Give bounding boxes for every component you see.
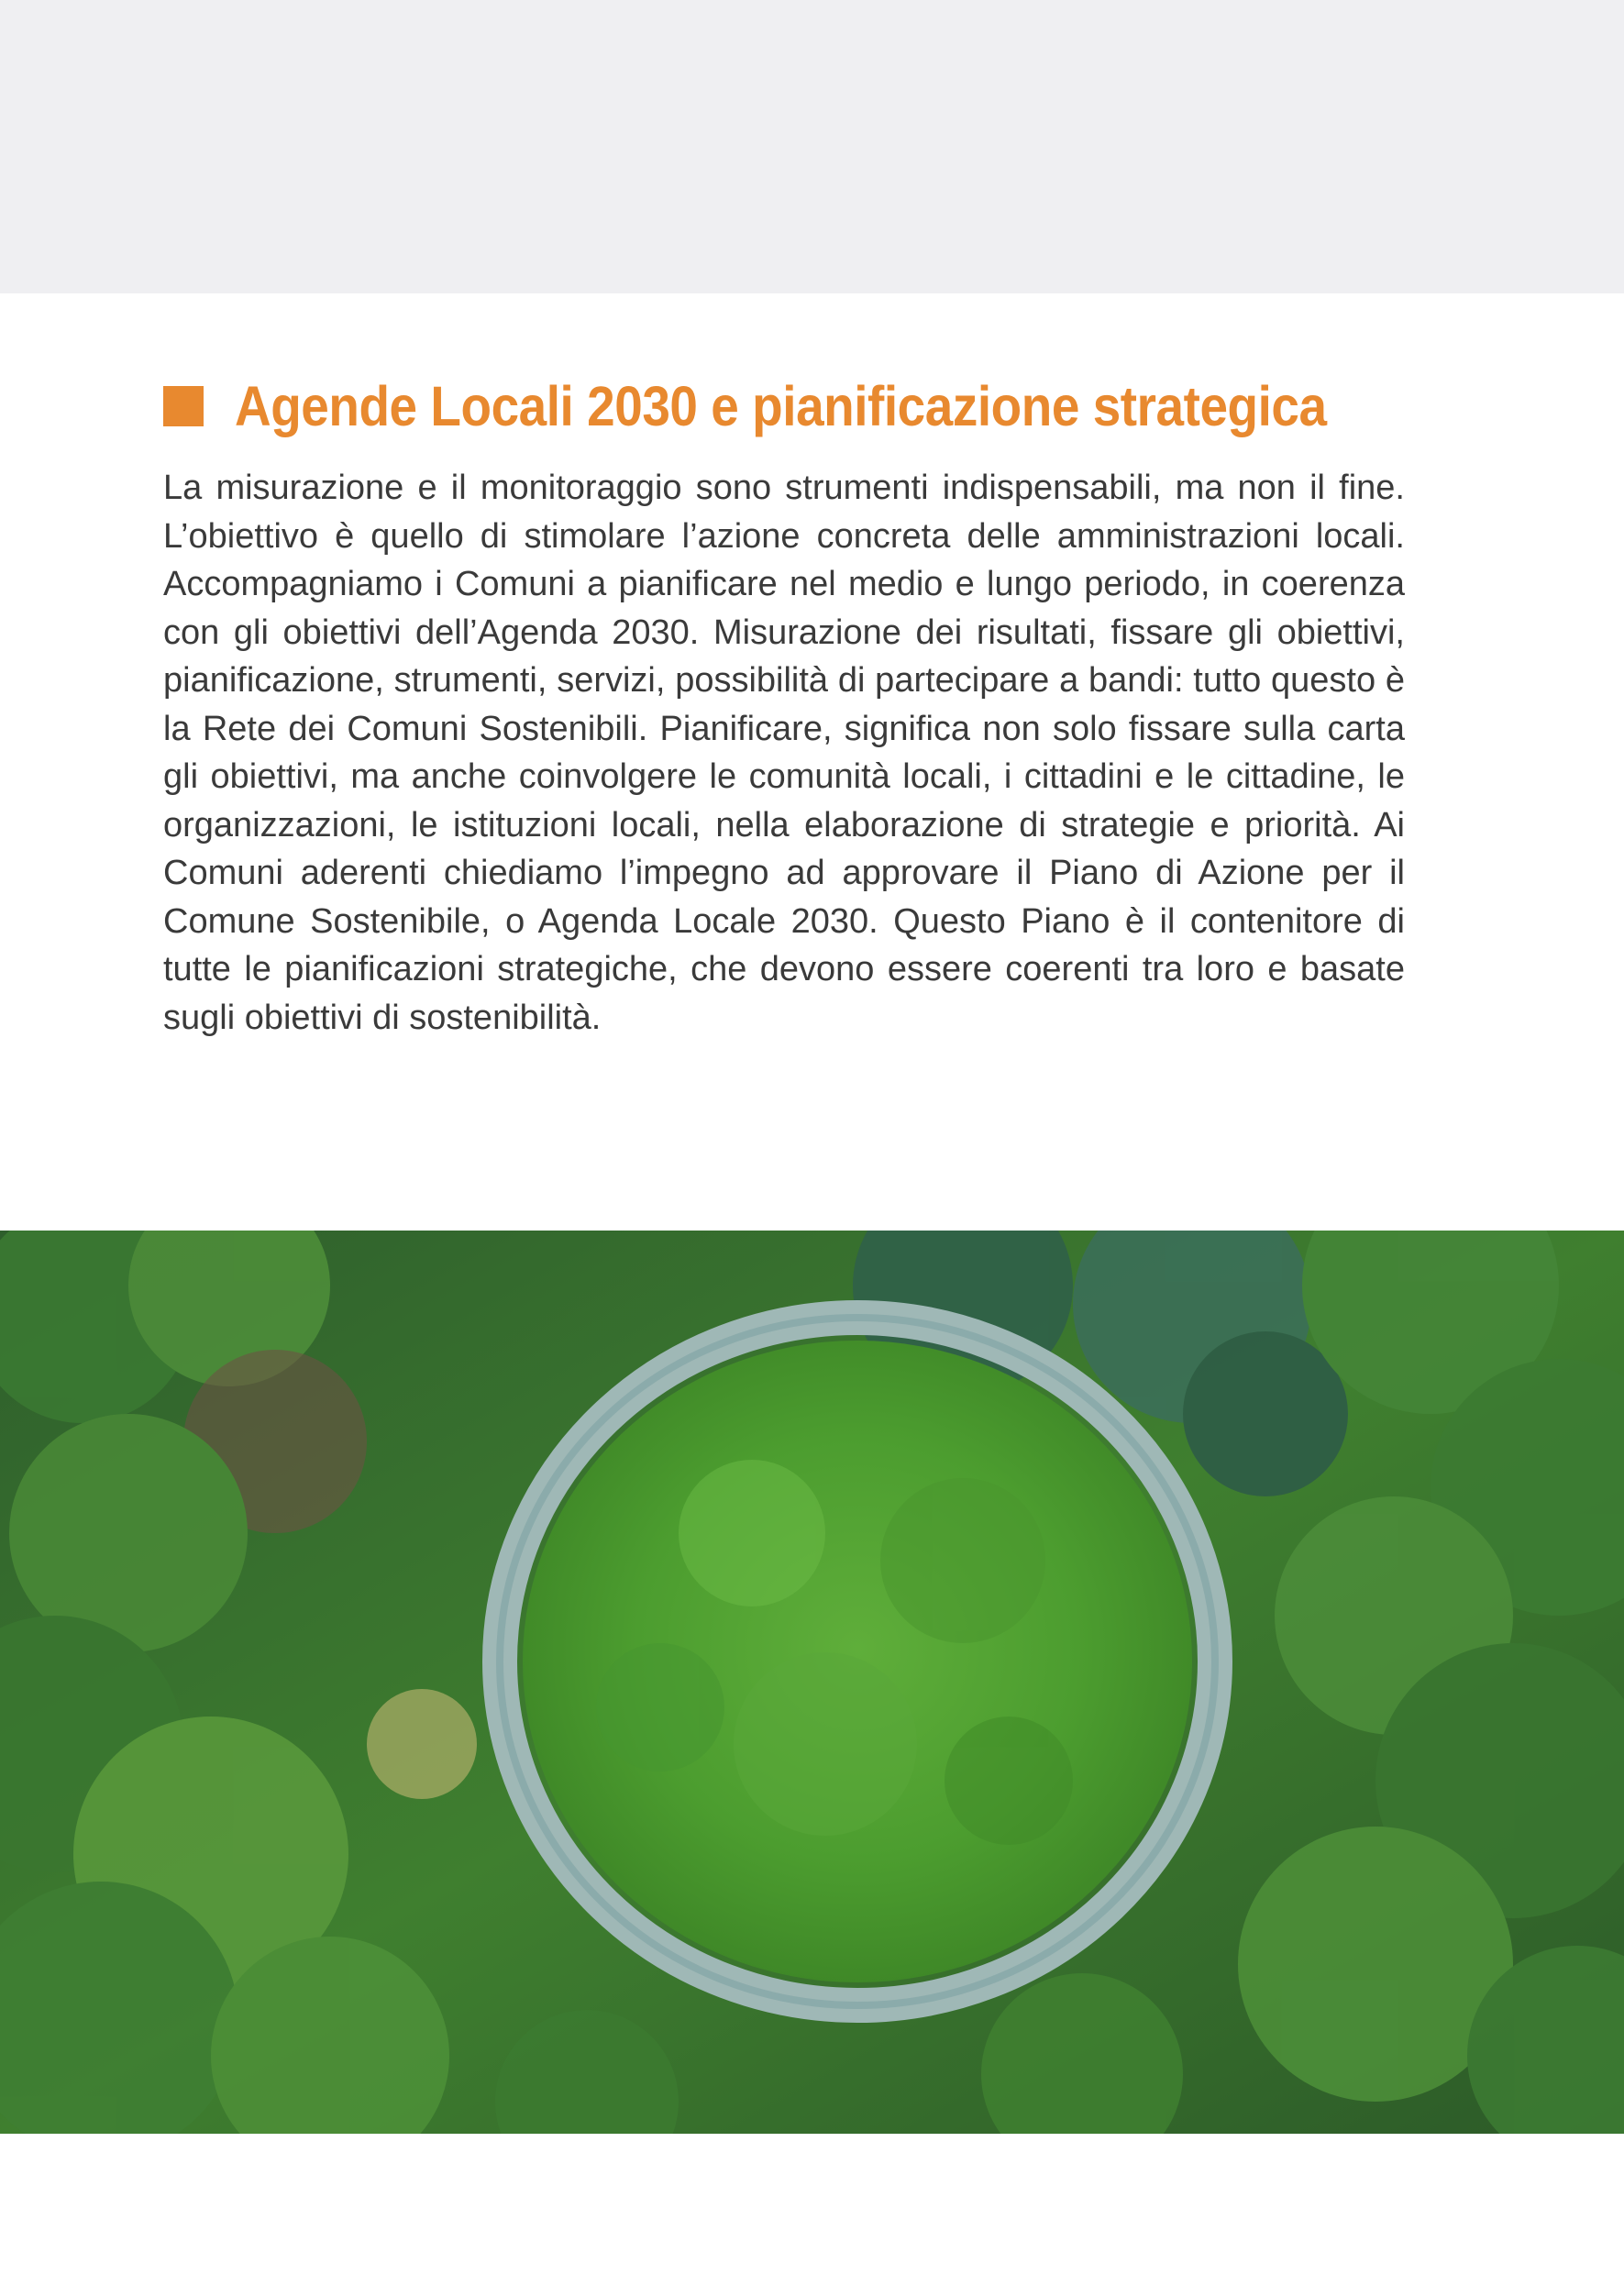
orange-square-marker <box>163 386 204 426</box>
top-band <box>0 0 1624 293</box>
section-heading <box>163 365 1465 447</box>
section-title: Agende Locali 2030 e pianificazione strategica <box>235 375 1327 437</box>
forest-aerial-photo <box>0 1231 1624 2134</box>
section-paragraph: La misurazione e il monitoraggio sono strumenti indispensabili, ma non il fine. L’obiettivo è quello di stimolare l’azione concreta delle amministrazioni locali. Accompagniamo i Comuni a pianificare nel medio e lungo periodo, in coerenza con gli obiettivi dell’Agenda 2030. Misurazione dei risultati, fissare gli obiettivi, pianificazione, strumenti, servizi, possibilità di partecipare a bandi: tutto questo è la Rete dei Comuni Sostenibili. Pianificare, significa non solo fissare sulla carta gli obiettivi, ma anche coinvolgere le comunità locali, i cittadini e le cittadine, le organizzazioni, le istituzioni locali, nella elaborazione di strategie e priorità. Ai Comuni aderenti chiediamo l’impegno ad approvare il Piano di Azione per il Comune Sostenibile, o Agenda Locale 2030. Questo Piano è il contenitore di tutte le pianificazioni strategiche, che devono essere coerenti tra loro e basate sugli obiettivi di sostenibilità. <box>163 469 1405 1037</box>
